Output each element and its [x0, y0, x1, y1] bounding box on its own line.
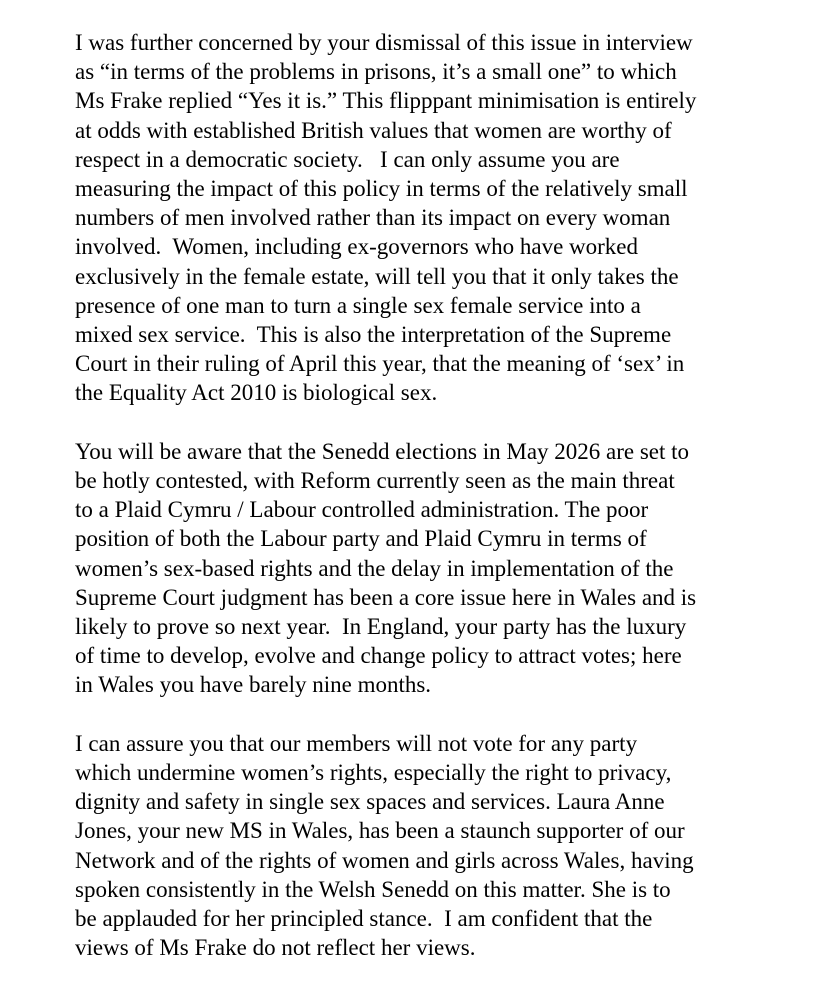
- text-line: be applauded for her principled stance. I am confident that the: [75, 906, 653, 932]
- text-line: I was further concerned by your dismissal of this issue in interview: [75, 30, 693, 55]
- text-line: position of both the Labour party and Plaid Cymru in terms of: [75, 526, 647, 552]
- text-line: Network and of the rights of women and girls across Wales, having: [75, 847, 694, 873]
- text-line: Ms Frake replied “Yes it is.” This flipppant minimisation is entirely: [75, 88, 697, 114]
- paragraph-members-assurance: [75, 729, 775, 963]
- text-line: women’s sex-based rights and the delay in implementation of the: [75, 555, 674, 581]
- text-line: exclusively in the female estate, will tell you that it only takes the: [75, 263, 679, 289]
- text-line: numbers of men involved rather than its impact on every woman: [75, 205, 671, 231]
- text-line: dignity and safety in single sex spaces and services. Laura Anne: [75, 789, 665, 815]
- text-line: at odds with established British values that women are worthy of: [75, 117, 672, 143]
- letter-body: [75, 28, 775, 992]
- text-line: to a Plaid Cymru / Labour controlled administration. The poor: [75, 497, 649, 523]
- text-line: mixed sex service. This is also the interpretation of the Supreme: [75, 322, 672, 348]
- text-line: You will be aware that the Senedd elections in May 2026 are set to: [75, 438, 690, 464]
- text-line: likely to prove so next year. In England, your party has the luxury: [75, 614, 687, 640]
- text-line: the Equality Act 2010 is biological sex.: [75, 380, 438, 406]
- text-line: be hotly contested, with Reform currently seen as the main threat: [75, 468, 675, 494]
- text-line: involved. Women, including ex-governors who have worked: [75, 234, 639, 260]
- text-line: as “in terms of the problems in prisons, it’s a small one” to which: [75, 59, 677, 85]
- text-line: in Wales you have barely nine months.: [75, 672, 432, 698]
- text-line: measuring the impact of this policy in terms of the relatively small: [75, 176, 688, 202]
- text-line: Jones, your new MS in Wales, has been a staunch supporter of our: [75, 818, 685, 844]
- text-line: of time to develop, evolve and change policy to attract votes; here: [75, 643, 682, 669]
- paragraph-senedd-elections: [75, 437, 775, 700]
- text-line: I can assure you that our members will not vote for any party: [75, 730, 638, 756]
- text-line: Supreme Court judgment has been a core issue here in Wales and is: [75, 584, 697, 610]
- text-line: which undermine women’s rights, especially the right to privacy,: [75, 760, 672, 786]
- text-line: spoken consistently in the Welsh Senedd on this matter. She is to: [75, 876, 671, 902]
- text-line: presence of one man to turn a single sex female service into a: [75, 292, 641, 318]
- text-line: respect in a democratic society. I can only assume you are: [75, 146, 620, 172]
- text-line: views of Ms Frake do not reflect her views.: [75, 935, 476, 961]
- paragraph-prison-concerns: [75, 28, 775, 408]
- text-line: Court in their ruling of April this year, that the meaning of ‘sex’ in: [75, 351, 685, 377]
